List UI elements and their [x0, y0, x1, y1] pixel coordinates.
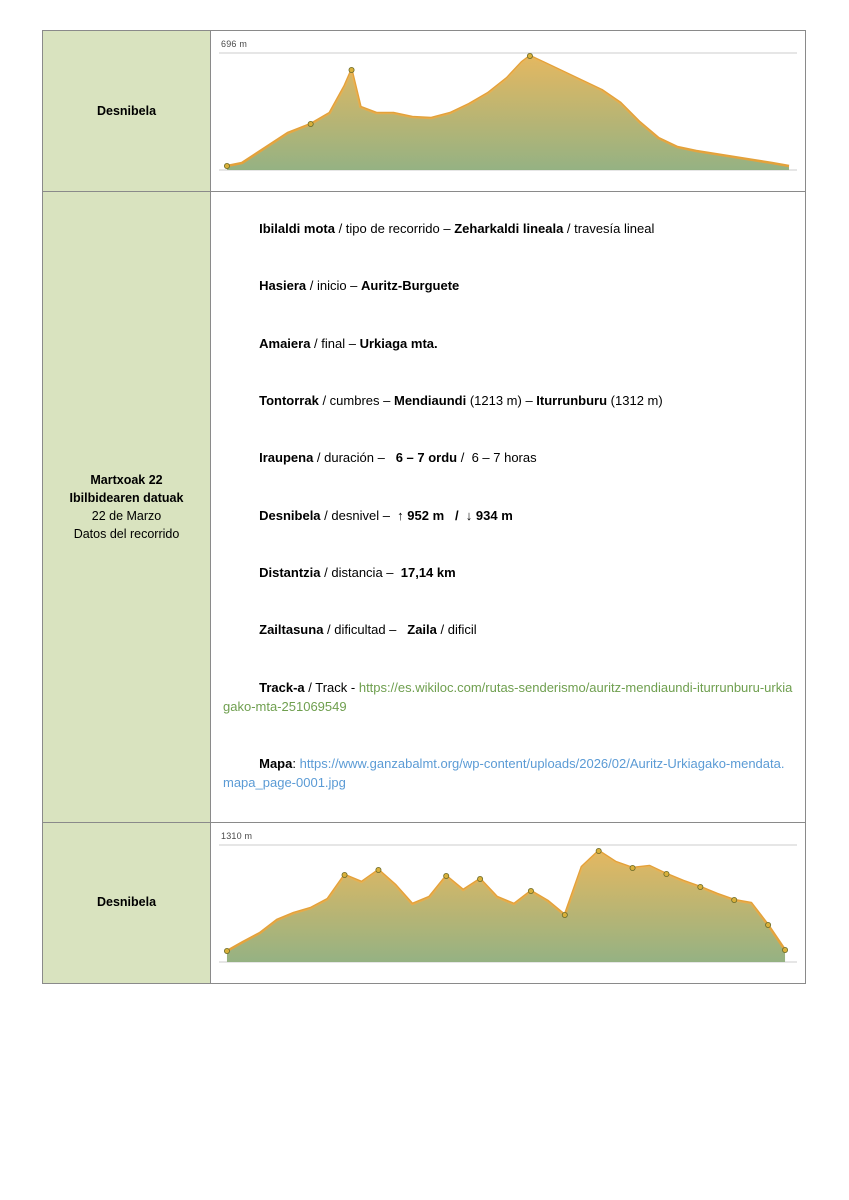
profile-min-label: 177 m	[221, 174, 248, 184]
detail-row-track: Track-a / Track - https://es.wikiloc.com/rutas-senderismo/auritz-mendiaundi-iturrunburu-urkiagako-mta-251069549	[223, 679, 793, 714]
detail-row-mapa: Mapa: https://www.ganzabalmt.org/wp-content/uploads/2026/02/Auritz-Urkiagako-mendata.mapa_page-0001.jpg	[223, 756, 785, 791]
detail-row-dificultad: Zailtasuna / dificultad – Zaila / dificil	[259, 622, 477, 638]
route-data-title-eu-2: Ibilbidearen datuak	[69, 490, 184, 505]
row-label-desnibela-bottom	[43, 823, 211, 983]
mapa-link[interactable]: https://www.ganzabalmt.org/wp-content/uploads/2026/02/Auritz-Urkiagako-mendata.mapa_page-0001.jpg	[223, 756, 785, 791]
detail-row-final: Amaiera / final – Urkiaga mta.	[259, 335, 438, 351]
row-label-text: Desnibela	[96, 103, 157, 118]
profile-max-label: 1310 m	[221, 830, 253, 841]
row-label-desnibela-top	[43, 31, 211, 191]
route-details-list	[211, 192, 805, 822]
profile-distance-label: 17,14 km	[755, 965, 794, 976]
elevation-profile-top-cell	[211, 31, 805, 191]
route-data-title-es-1: 22 de Marzo	[91, 508, 162, 523]
row-label-route-data	[43, 192, 211, 822]
table-row	[43, 823, 805, 983]
route-info-table	[42, 30, 806, 984]
profile-min-label: 879 m	[221, 965, 248, 976]
table-row	[43, 192, 805, 823]
track-link[interactable]: https://es.wikiloc.com/rutas-senderismo/auritz-mendiaundi-iturrunburu-urkiagako-mta-251069549	[223, 679, 793, 714]
elevation-chart-top-svg	[219, 37, 797, 187]
detail-row-cumbres: Tontorrak / cumbres – Mendiaundi (1213 m) – Iturrunburu (1312 m)	[259, 393, 663, 409]
detail-row-duracion: Iraupena / duración – 6 – 7 ordu / 6 – 7 horas	[259, 450, 537, 466]
elevation-chart-bottom-svg	[219, 829, 797, 979]
detail-row-inicio: Hasiera / inicio – Auritz-Burguete	[259, 278, 460, 294]
elevation-profile-bottom	[219, 829, 797, 979]
detail-row-tipo: Ibilaldi mota / tipo de recorrido – Zeharkaldi lineala / travesía lineal	[259, 221, 655, 237]
table-row	[43, 31, 805, 192]
detail-row-distancia: Distantzia / distancia – 17,14 km	[259, 565, 456, 581]
profile-distance-label: 15,22 km	[755, 174, 794, 184]
detail-row-desnivel: Desnibela / desnivel – ↑ 952 m / ↓ 934 m	[259, 507, 513, 523]
row-label-text: Desnibela	[96, 895, 157, 910]
route-data-title-eu-1: Martxoak 22	[90, 472, 163, 487]
elevation-profile-top	[219, 37, 797, 187]
route-data-title-es-2: Datos del recorrido	[73, 526, 180, 541]
profile-max-label: 696 m	[221, 39, 248, 49]
elevation-profile-bottom-cell	[211, 823, 805, 983]
